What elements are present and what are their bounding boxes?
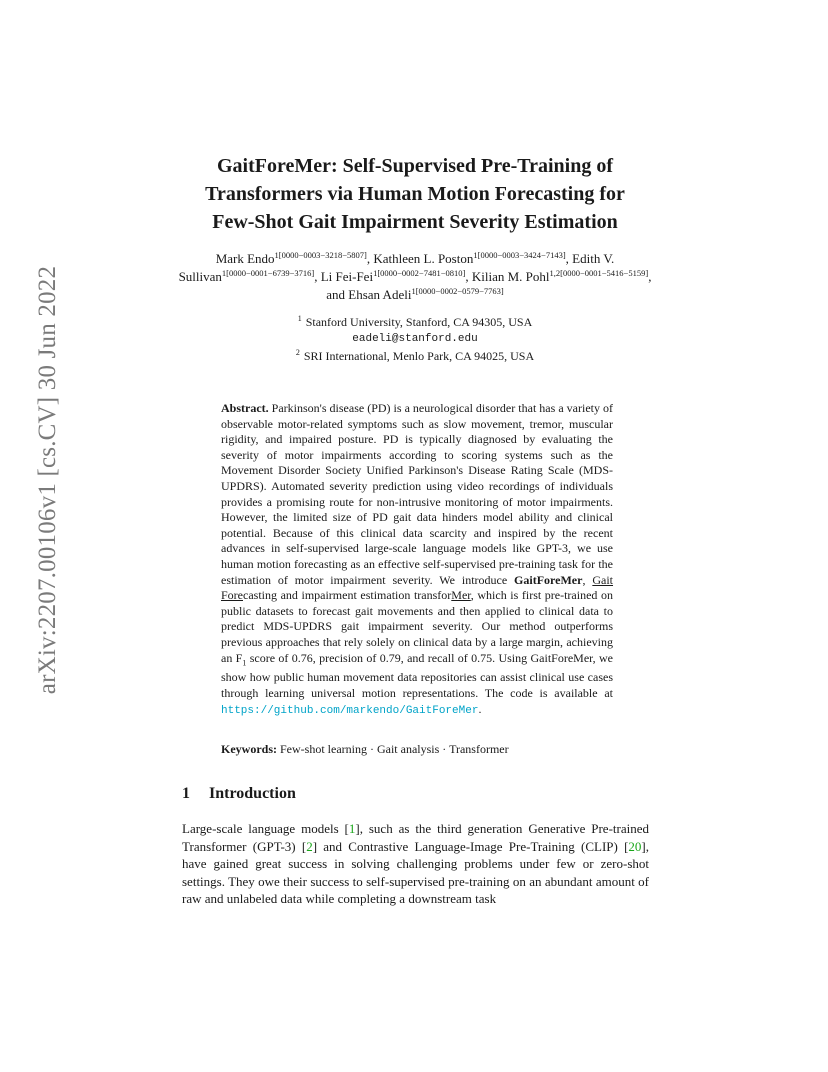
author-name: , Edith V. Sullivan [178, 251, 615, 284]
affiliation-1 [178, 314, 652, 331]
keywords [221, 741, 613, 757]
underlined-term: Gait [592, 572, 614, 587]
affiliation-text: SRI International, Menlo Park, CA 94025, USA [303, 349, 535, 363]
contact-email: eadeli@stanford.edu [352, 333, 478, 345]
title-line: Few-Shot Gait Impairment Severity Estimation [212, 211, 618, 233]
abstract-label: Abstract. [221, 401, 269, 415]
f1-subscript: 1 [242, 657, 247, 667]
author-name: , and Ehsan Adeli [326, 269, 652, 302]
author-name: , Kathleen L. Poston [366, 251, 474, 266]
underlined-term: Mer [451, 588, 471, 603]
section-heading [182, 785, 296, 803]
abstract-text: Parkinson's disease (PD) is a neurological disorder that has a variety of observable motor-related symptoms such as slow movement, tremor, muscular rigidity, and impaired posture. PD is typically diagnosed by evaluating the severity of motor impairments according to scoring systems such as the Movement Disorder Society Unified Parkinson's Disease Rating Scale (MDS-UPDRS). Automated severity prediction using video recordings of individuals provides a promising route for non-intrusive monitoring of motor impairments. However, the limited size of PD gait data hinders model ability and clinical potential. Because of this clinical data scarcity and inspired by the recent advances in self-supervised large-scale language models like GPT-3, we use human motion forecasting as an effective self-supervised pre-training task for the estimation of motor impairment severity. We introduce [221, 401, 613, 587]
author-name: , Li Fei-Fei [314, 269, 374, 284]
title-line: Transformers via Human Motion Forecasting for [205, 183, 625, 205]
affiliation-mark: 2 [295, 348, 300, 357]
intro-text: Large-scale language models [ [182, 821, 349, 836]
section-number: 1 [182, 785, 190, 802]
author-list [178, 250, 652, 304]
affiliation-2 [178, 348, 652, 365]
intro-text: ], have gained great success in solving challenging problems under few or zero-shot settings. They owe their success to self-supervised pre-training on an abundant amount of raw and unlabeled data while completing a downstream task [182, 838, 650, 906]
paper-title [180, 152, 650, 236]
keywords-label: Keywords: [221, 742, 277, 756]
abstract-text: , which is first pre-trained on public datasets to forecast gait movements and then applied to clinical data to predict MDS-UPDRS gait impairment severity. Our method outperforms previous approaches that rely solely on clinical data by a large margin, achieving an F [221, 588, 613, 665]
author-orcid: 1[0000−0001−6739−3716] [221, 268, 315, 278]
abstract-text: score of 0.76, precision of 0.79, and recall of 0.75. Using GaitForeMer, we show how public human movement data repositories can assist clinical use cases through learning universal motion representations. The code is available at [221, 650, 614, 701]
abstract-text: . [478, 701, 482, 716]
section-title: Introduction [209, 785, 296, 802]
abstract-text: , [582, 572, 593, 587]
author-orcid: 1[0000−0002−7481−0810] [373, 268, 466, 278]
code-link[interactable]: https://github.com/markendo/GaitForeMer [221, 704, 479, 717]
author-orcid: 1[0000−0003−3218−5807] [274, 250, 367, 260]
author-orcid: 1[0000−0002−0579−7763] [411, 286, 504, 296]
citation-link[interactable]: 1 [348, 821, 356, 836]
affiliation-mark: 1 [297, 314, 302, 323]
affiliations [178, 314, 652, 365]
title-line: GaitForeMer: Self-Supervised Pre-Training of [216, 155, 614, 177]
intro-paragraph [182, 820, 649, 908]
model-name: GaitForeMer [514, 572, 583, 587]
keywords-text: Few-shot learning · Gait analysis · Transformer [277, 742, 509, 756]
affiliation-text: Stanford University, Stanford, CA 94305, USA [305, 315, 533, 329]
intro-text: ] and Contrastive Language-Image Pre-Training (CLIP) [ [312, 838, 629, 854]
author-name: , Kilian M. Pohl [465, 269, 550, 284]
author-orcid: 1[0000−0003−3424−7143] [473, 250, 566, 260]
arxiv-identifier: arXiv:2207.00106v1 [cs.CV] 30 Jun 2022 [34, 265, 61, 695]
citation-link[interactable]: 2 [306, 838, 313, 854]
abstract-text: casting and impairment estimation transfor [243, 588, 452, 603]
author-orcid: 1,2[0000−0001−5416−5159] [549, 268, 649, 278]
citation-link[interactable]: 20 [628, 838, 642, 854]
abstract [221, 401, 613, 719]
intro-text: ], such as the third generation Generative Pre-trained Transformer (GPT-3) [ [182, 821, 649, 854]
author-name: Mark Endo [215, 251, 275, 266]
underlined-term: Fore [221, 588, 243, 603]
